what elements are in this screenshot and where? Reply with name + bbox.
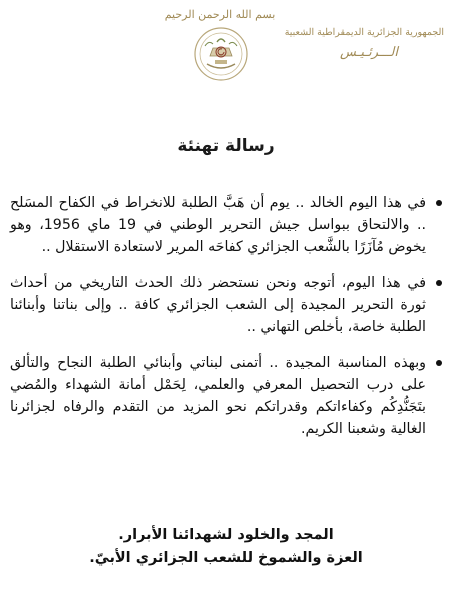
bullet-icon bbox=[436, 360, 442, 366]
bullet-icon bbox=[436, 200, 442, 206]
paragraph bbox=[10, 272, 442, 338]
paragraph bbox=[10, 352, 442, 440]
letter-title: رسالة تهنئة bbox=[177, 136, 275, 156]
paragraph-text: وبهذه المناسبة المجيدة .. أتمنى لبناتي وأبنائي الطلبة النجاح والتألق على درب التحصيل المعرفي والعلمي، لِحَمْل أمانة الشهداء والمُضي بتَجَنُّدِكُم وكفاءاتكم وقدراتكم نحو المزيد من التقدم والرفاه لجزائرنا الغالية وشعبنا الكريم. bbox=[10, 355, 426, 437]
presidency-title: الـــرئـيـس bbox=[340, 45, 398, 60]
republic-name: الجمهورية الجزائرية الديمقراطية الشعبية bbox=[284, 27, 444, 38]
closing-line: العزة والشموخ للشعب الجزائري الأبيّ. bbox=[89, 550, 363, 566]
paragraph-text: في هذا اليوم، أتوجه ونحن نستحضر ذلك الحدث التاريخي من أحداث ثورة التحرير المجيدة إلى الشعب الجزائري كافة .. وإلى بناتنا وأبنائنا الطلبة خاصة، بأخلص التهاني .. bbox=[10, 275, 426, 335]
bullet-icon bbox=[436, 280, 442, 286]
closing-salutation bbox=[0, 524, 452, 570]
letterhead bbox=[284, 26, 444, 64]
closing-line: المجد والخلود لشهدائنا الأبرار. bbox=[118, 527, 334, 543]
letter-body bbox=[10, 192, 442, 454]
algeria-emblem-icon bbox=[193, 26, 249, 82]
basmala: بسم الله الرحمن الرحيم bbox=[164, 8, 276, 21]
paragraph bbox=[10, 192, 442, 258]
paragraph-text: في هذا اليوم الخالد .. يوم أن هَبَّ الطلبة للانخراط في الكفاح المسَلح .. والالتحاق ببواسل جيش التحرير الوطني في 19 ماي 1956، وهو يخوض مُآزَرًا بالشَّعب الجزائري كفاحَه المرير لاستعادة الاستقلال .. bbox=[10, 195, 426, 255]
